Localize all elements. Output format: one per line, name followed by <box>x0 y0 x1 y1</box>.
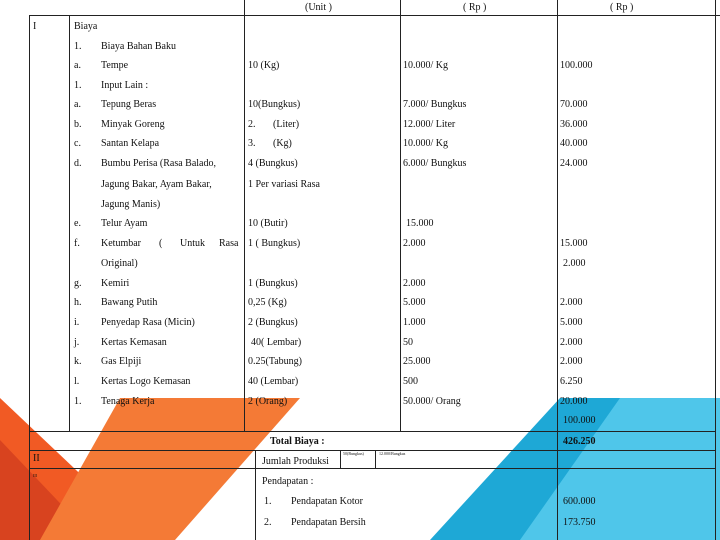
table-row-name: Kemiri <box>101 278 130 289</box>
produksi-bottom-line <box>29 468 715 469</box>
tempe-name: Tempe <box>101 60 129 71</box>
table-row-total-cont: 100.000 <box>563 415 596 426</box>
table-row-letter: k. <box>74 356 82 367</box>
table-row-price: 500 <box>403 376 418 387</box>
section-number: I <box>33 21 37 32</box>
table-row-price: 2.000 <box>403 278 426 289</box>
table-row-unit: 40 (Lembar) <box>248 376 299 387</box>
section-title: Biaya <box>74 21 98 32</box>
input-lain-num: 1. <box>74 80 82 91</box>
bahan-baku-label: Biaya Bahan Baku <box>101 41 176 52</box>
table-row-name: Bawang Putih <box>101 297 158 308</box>
table-row-name: Gas Elpiji <box>101 356 142 367</box>
table-row-letter: j. <box>74 337 80 348</box>
pendapatan-kotor-value: 600.000 <box>563 496 596 507</box>
table-row-total: 40.000 <box>560 138 588 149</box>
table-row-unit: 2 (Bungkus) <box>248 317 298 328</box>
table-row-price: 2.000 <box>403 238 426 249</box>
input-lain-label: Input Lain : <box>101 80 149 91</box>
table-row-total: 2.000 <box>560 356 583 367</box>
total-top-line <box>29 431 715 432</box>
produksi-label: Jumlah Produksi <box>262 456 329 467</box>
table-row-unit: 10(Bungkus) <box>248 99 301 110</box>
pendapatan-bersih-value: 173.750 <box>563 517 596 528</box>
tempe-total: 100.000 <box>560 60 593 71</box>
header-rp-total: ( Rp ) <box>610 2 634 13</box>
table-row-name: Telur Ayam <box>101 218 148 229</box>
table-row-unit-num: 2. <box>248 119 256 130</box>
table-row-unit: 1 ( Bungkus) <box>248 238 301 249</box>
table-row-letter: c. <box>74 138 81 149</box>
table-row-unit: 40( Lembar) <box>251 337 302 348</box>
table-row-name: Santan Kelapa <box>101 138 160 149</box>
table-row-unit-num: 3. <box>248 138 256 149</box>
table-row-name: Tepung Beras <box>101 99 157 110</box>
table-row-letter: g. <box>74 278 82 289</box>
produksi-small-1: 50(Bungkus) <box>343 451 364 456</box>
table-row-total: 2.000 <box>560 337 583 348</box>
produksi-col-line-2 <box>340 450 341 468</box>
table-row-name: Minyak Goreng <box>101 119 165 130</box>
tempe-unit: 10 (Kg) <box>248 60 280 71</box>
pendapatan-kotor-label: Pendapatan Kotor <box>291 496 363 507</box>
col-line-6 <box>715 0 716 540</box>
table-row-letter: f. <box>74 238 80 249</box>
produksi-col-line-3 <box>375 450 376 468</box>
produksi-small-2: 12.000/Bungkus <box>379 451 406 456</box>
table-row-price: 12.000/ Liter <box>403 119 456 130</box>
table-row-letter: e. <box>74 218 81 229</box>
table-row-name: Bumbu Perisa (Rasa Balado, <box>101 158 216 169</box>
table-row-price: 50 <box>403 337 413 348</box>
pendapatan-label: Pendapatan : <box>262 476 314 487</box>
table-row-unit-cont: 1 Per variasi Rasa <box>248 179 320 190</box>
col-line-5 <box>557 0 558 540</box>
total-bottom-line <box>29 450 715 451</box>
table-row-name-cont: Jagung Bakar, Ayam Bakar, <box>101 179 212 190</box>
table-row-price: 15.000 <box>406 218 434 229</box>
col-line-4 <box>400 0 401 431</box>
table-row-price: 1.000 <box>403 317 426 328</box>
table-row-name: Ketumbar <box>101 238 141 249</box>
header-unit: (Unit ) <box>305 2 332 13</box>
tempe-price: 10.000/ Kg <box>403 60 448 71</box>
table-row-letter: b. <box>74 119 82 130</box>
header-rp-price: ( Rp ) <box>463 2 487 13</box>
table-row-name-cont: Original) <box>101 258 138 269</box>
pendapatan-kotor-num: 1. <box>264 496 272 507</box>
table-row-unit: 0.25(Tabung) <box>248 356 303 367</box>
table-row-name: Penyedap Rasa (Micin) <box>101 317 195 328</box>
table-row-name: Kertas Kemasan <box>101 337 167 348</box>
table-row-name: Kertas Logo Kemasan <box>101 376 191 387</box>
col-line-2 <box>69 15 70 431</box>
col-line-3 <box>244 0 245 431</box>
table-row-letter: 1. <box>74 396 82 407</box>
table-row-total: 36.000 <box>560 119 588 130</box>
table-row-price: 50.000/ Orang <box>403 396 461 407</box>
table-row-price: 7.000/ Bungkus <box>403 99 467 110</box>
table-row-unit: 10 (Butir) <box>248 218 288 229</box>
bahan-baku-num: 1. <box>74 41 82 52</box>
table-row-letter: h. <box>74 297 82 308</box>
table-row-unit: 4 (Bungkus) <box>248 158 298 169</box>
table-row-total-cont: 2.000 <box>563 258 586 269</box>
pendapatan-bersih-label: Pendapatan Bersih <box>291 517 366 528</box>
table-row-name: Tenaga Kerja <box>101 396 155 407</box>
col-line-1 <box>29 15 30 540</box>
pendapatan-bersih-num: 2. <box>264 517 272 528</box>
table-row-price: 25.000 <box>403 356 431 367</box>
table-row-total: 5.000 <box>560 317 583 328</box>
table-row-price: 6.000/ Bungkus <box>403 158 467 169</box>
table-row-name-rasa: Rasa <box>219 238 239 249</box>
table-row-unit: (Liter) <box>273 119 300 130</box>
table-row-letter: l. <box>74 376 80 387</box>
total-label: Total Biaya : <box>270 436 325 447</box>
table-row-total: 15.000 <box>560 238 588 249</box>
table-row-total: 20.000 <box>560 396 588 407</box>
table-row-total: 24.000 <box>560 158 588 169</box>
tempe-letter: a. <box>74 60 81 71</box>
table-row-letter: d. <box>74 158 82 169</box>
table-row-unit: 1 (Bungkus) <box>248 278 298 289</box>
table-row-name-untuk: Untuk <box>180 238 205 249</box>
table-row-letter: i. <box>74 317 80 328</box>
table-row-price: 5.000 <box>403 297 426 308</box>
table-row-name-paren: ( <box>159 238 163 249</box>
table-row-price: 10.000/ Kg <box>403 138 448 149</box>
table-row-total: 70.000 <box>560 99 588 110</box>
produksi-col-line <box>255 450 256 540</box>
table-row-total: 2.000 <box>560 297 583 308</box>
table-row-unit: 0,25 (Kg) <box>248 297 287 308</box>
table-row-letter: a. <box>74 99 81 110</box>
table-row-unit: (Kg) <box>273 138 292 149</box>
header-bottom-line <box>29 15 720 16</box>
total-value: 426.250 <box>563 436 596 447</box>
table-row-total: 6.250 <box>560 376 583 387</box>
section-number-2: II <box>33 453 40 464</box>
table-row-unit: 2 (Orang) <box>248 396 288 407</box>
section-number-3: III <box>33 473 37 478</box>
table-row-name-cont: Jagung Manis) <box>101 199 161 210</box>
